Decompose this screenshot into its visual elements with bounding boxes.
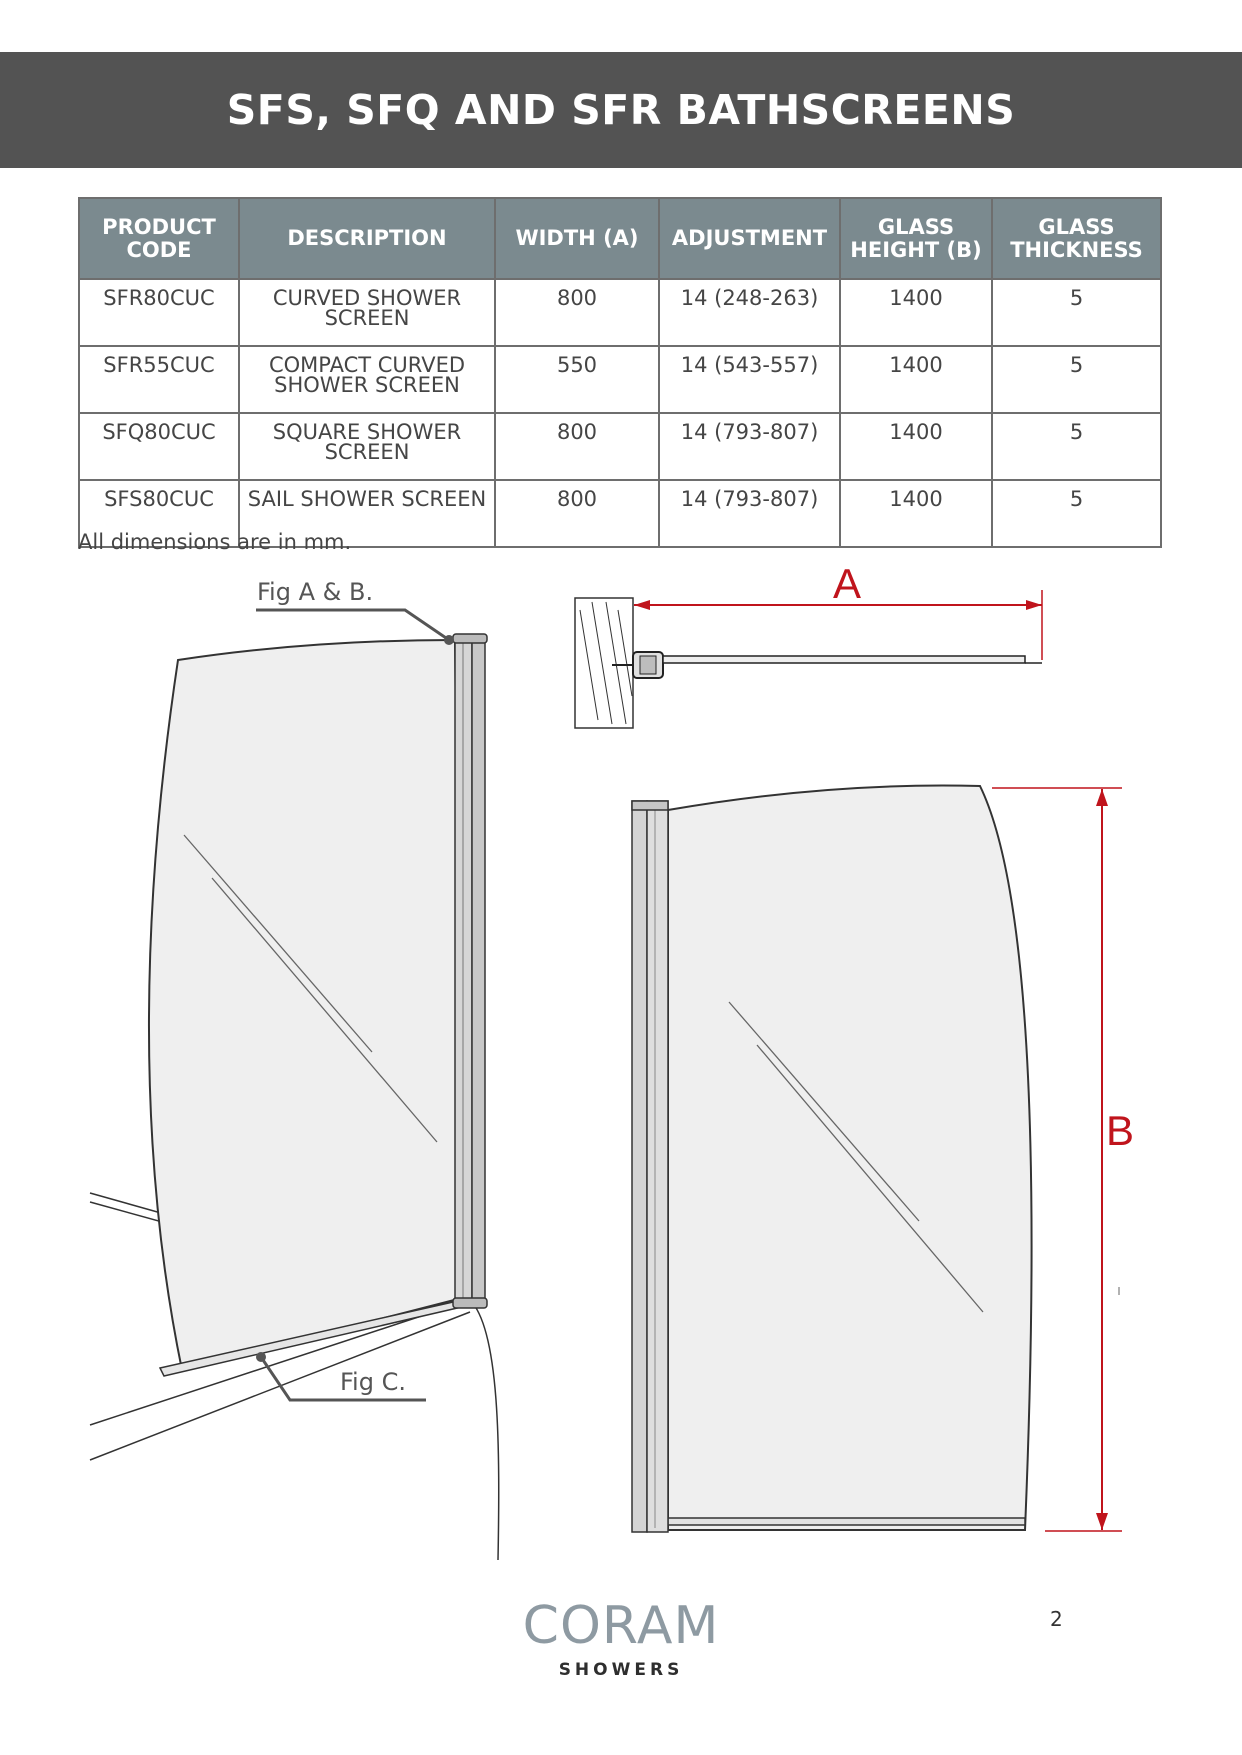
coram-logo-tagline: SHOWERS <box>558 1660 684 1680</box>
cell-glass-height: 1400 <box>840 346 992 413</box>
perspective-screen-drawing <box>90 578 499 1560</box>
header-adjustment: ADJUSTMENT <box>659 198 840 279</box>
cell-glass-height: 1400 <box>840 279 992 346</box>
cell-adjustment: 14 (543-557) <box>659 346 840 413</box>
coram-logo: CORAM <box>522 1596 720 1656</box>
dimensions-note: All dimensions are in mm. <box>78 530 352 554</box>
cell-width: 800 <box>495 413 659 480</box>
cell-code: SFR80CUC <box>79 279 239 346</box>
cell-code: SFS80CUC <box>79 480 239 547</box>
cell-description: SAIL SHOWER SCREEN <box>239 480 495 547</box>
elevation-drawing <box>632 786 1134 1533</box>
cell-adjustment: 14 (248-263) <box>659 279 840 346</box>
cell-description: COMPACT CURVED SHOWER SCREEN <box>239 346 495 413</box>
header-width: WIDTH (A) <box>495 198 659 279</box>
page-title: SFS, SFQ AND SFR BATHSCREENS <box>226 86 1016 134</box>
cell-glass-thickness: 5 <box>992 480 1161 547</box>
dimension-b-label: B <box>1106 1107 1135 1154</box>
cell-width: 800 <box>495 480 659 547</box>
plan-view-drawing <box>575 560 1042 728</box>
header-glass-height: GLASS HEIGHT (B) <box>840 198 992 279</box>
cell-glass-height: 1400 <box>840 480 992 547</box>
dimension-a-label: A <box>833 560 862 607</box>
cell-glass-thickness: 5 <box>992 279 1161 346</box>
cell-width: 800 <box>495 279 659 346</box>
header-product-code: PRODUCT CODE <box>79 198 239 279</box>
cell-width: 550 <box>495 346 659 413</box>
cell-code: SFQ80CUC <box>79 413 239 480</box>
cell-glass-thickness: 5 <box>992 413 1161 480</box>
cell-adjustment: 14 (793-807) <box>659 480 840 547</box>
cell-code: SFR55CUC <box>79 346 239 413</box>
cell-description: SQUARE SHOWER SCREEN <box>239 413 495 480</box>
cell-glass-height: 1400 <box>840 413 992 480</box>
cell-adjustment: 14 (793-807) <box>659 413 840 480</box>
page-number: 2 <box>1050 1607 1063 1631</box>
cell-glass-thickness: 5 <box>992 346 1161 413</box>
header-description: DESCRIPTION <box>239 198 495 279</box>
fig-ab-label: Fig A & B. <box>257 578 374 606</box>
header-glass-thickness: GLASS THICKNESS <box>992 198 1161 279</box>
fig-c-label: Fig C. <box>340 1368 406 1396</box>
cell-description: CURVED SHOWER SCREEN <box>239 279 495 346</box>
